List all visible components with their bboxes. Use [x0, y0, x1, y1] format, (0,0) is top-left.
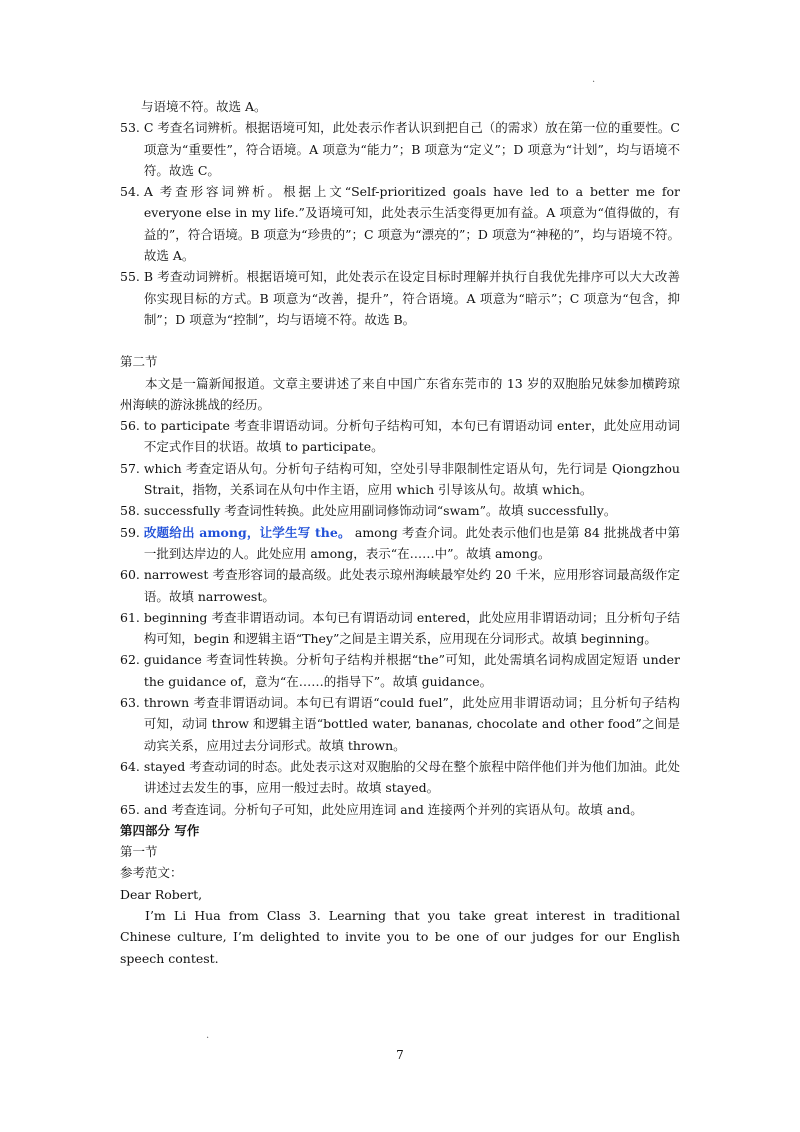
item-text: C 考查名词辨析。根据语境可知，此处表示作者认识到把自己（的需求）放在第一位的重要性。C 项意为“重要性”，符合语境。A 项意为“能力”；B 项意为“定义”；D 项意为“计划”，均与语境不符。故选 C。	[143, 120, 680, 178]
page-number: 7	[396, 1048, 404, 1062]
answer-57	[120, 458, 680, 501]
item-number: 63.	[120, 695, 144, 711]
page-content	[120, 96, 680, 969]
item-number: 61.	[120, 609, 144, 625]
item-text: successfully 考查词性转换。此处应用副词修饰动词“swam”。故填 successfully。	[143, 503, 617, 519]
header-dot: .	[592, 74, 596, 85]
item-number: 54.	[120, 184, 144, 200]
answer-65	[120, 799, 680, 820]
item-number: 56.	[120, 418, 144, 434]
teacher-note: 改题给出 among，让学生写 the。	[143, 524, 351, 540]
answer-61	[120, 607, 680, 650]
item-text: and 考查连词。分析句子可知，此处应用连词 and 连接两个并列的宾语从句。故填 and。	[143, 801, 643, 817]
item-text: A 考查形容词辨析。根据上文“Self-prioritized goals have led to a better me for everyone else in my life.”及语境可知，此处表示生活变得更加有益。A 项意为“值得做的，有益的”，符合语境。B 项意为“珍贵的”；C 项意为“漂亮的”；D 项意为“神秘的”，均与语境不符。故选 A。	[143, 184, 680, 264]
answer-64	[120, 756, 680, 799]
item-number: 62.	[120, 652, 144, 668]
item-number: 58.	[120, 503, 144, 519]
answer-62	[120, 649, 680, 692]
item-text	[144, 522, 680, 565]
item-text: beginning 考查非谓语动词。本句已有谓语动词 entered，此处应用非谓语动词；且分析句子结构可知，begin 和逻辑主语“They”之间是主谓关系，应用现在分词形式。故填 beginning。	[143, 609, 680, 647]
item-text: thrown 考查非谓语动词。本句已有谓语“could fuel”，此处应用非谓语动词；且分析句子结构可知，动词 throw 和逻辑主语“bottled water, bananas, chocolate and other food”之间是动宾关系，应用过去分词形式。故填 thrown。	[143, 695, 680, 753]
item-number: 59.	[120, 524, 144, 540]
answer-60	[120, 564, 680, 607]
answer-53	[120, 117, 680, 181]
section-heading: 第一节	[120, 844, 158, 860]
continued-line: 与语境不符。故选 A。	[141, 99, 267, 114]
item-number: 55.	[120, 269, 144, 285]
section-heading: 第二节	[120, 354, 158, 370]
item-number: 65.	[120, 801, 144, 817]
answer-56	[120, 415, 680, 458]
item-text: B 考查动词辨析。根据语境可知，此处表示在设定目标时理解并执行自我优先排序可以大大改善你实现目标的方式。B 项意为“改善，提升”，符合语境。A 项意为“暗示”；C 项意为“包含，抑制”；D 项意为“控制”，均与语境不符。故选 B。	[143, 269, 680, 327]
answer-55	[120, 266, 680, 330]
item-text: to participate 考查非谓语动词。分析句子结构可知，本句已有谓语动词 enter，此处应用动词不定式作目的状语。故填 to participate。	[143, 418, 680, 455]
letter-salutation: Dear Robert,	[120, 886, 203, 902]
sample-label: 参考范文：	[120, 865, 183, 881]
item-text: stayed 考查动词的时态。此处表示这对双胞胎的父母在整个旅程中陪伴他们并为他们加油。此处讲述过去发生的事，应用一般过去时。故填 stayed。	[143, 758, 680, 796]
item-text-rest: among 考查介词。此处表示他们也是第 84 批挑战者中第一批到达岸边的人。此处应用 among，表示“在……中”。故填 among。	[143, 524, 680, 561]
answer-63	[120, 692, 680, 756]
item-number: 57.	[120, 460, 144, 476]
item-text: guidance 考查词性转换。分析句子结构并根据“the”可知，此处需填名词构成固定短语 under the guidance of，意为“在……的指导下”。故填 guidance。	[143, 652, 680, 689]
item-number: 64.	[120, 758, 144, 774]
answer-58	[120, 500, 680, 521]
footer-dot: .	[206, 1030, 210, 1041]
letter-body: I’m Li Hua from Class 3. Learning that you take great interest in traditional Chinese culture, I’m delighted to invite you to be one of our judges for our English speech contest.	[120, 907, 680, 966]
spacer	[120, 330, 680, 351]
part-heading: 第四部分 写作	[120, 822, 200, 838]
passage-summary: 本文是一篇新闻报道。文章主要讲述了来自中国广东省东莞市的 13 岁的双胞胎兄妹参加横跨琼州海峡的游泳挑战的经历。	[120, 375, 680, 412]
answer-59	[120, 522, 680, 565]
answer-54	[120, 181, 680, 266]
item-text: narrowest 考查形容词的最高级。此处表示琼州海峡最窄处约 20 千米，应用形容词最高级作定语。故填 narrowest。	[143, 567, 680, 604]
item-number: 60.	[120, 567, 144, 583]
item-text: which 考查定语从句。分析句子结构可知，空处引导非限制性定语从句，先行词是 Qiongzhou Strait，指物，关系词在从句中作主语，应用 which 引导该从句。故填 which。	[143, 460, 680, 498]
item-number: 53.	[120, 120, 144, 136]
